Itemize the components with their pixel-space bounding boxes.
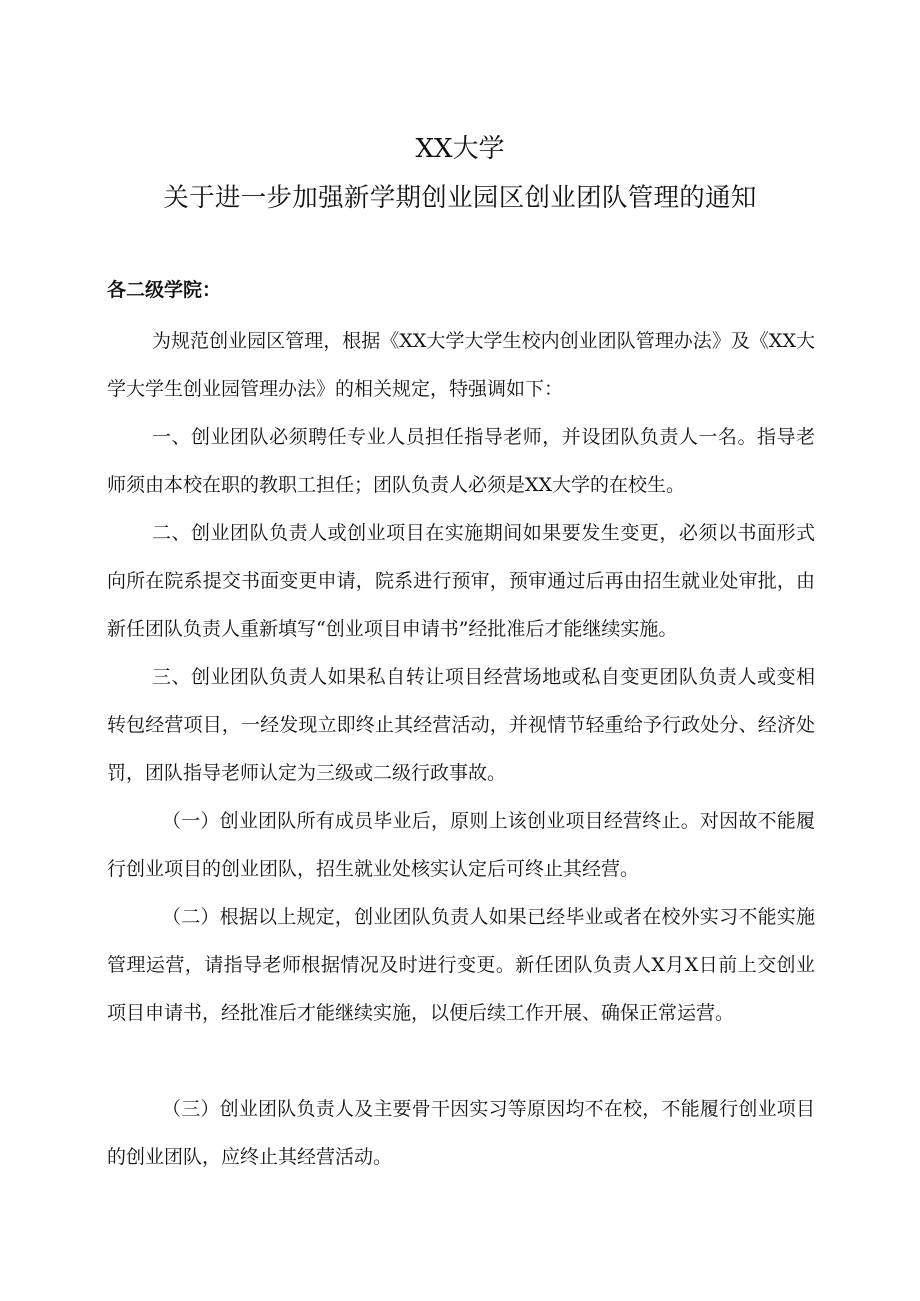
paragraph-subitem-3: （三）创业团队负责人及主要骨干因实习等原因均不在校，不能履行创业项目的创业团队，应终止其经营活动。 [107, 1098, 815, 1168]
document-title-university: XX大学 [415, 134, 505, 164]
paragraph-item-2: 二、创业团队负责人或创业项目在实施期间如果要发生变更，必须以书面形式向所在院系提交书面变更申请，院系进行预审，预审通过后再由招生就业处审批，由新任团队负责人重新填写“创业项目申请书”经批准后才能继续实施。 [107, 522, 815, 640]
document-title-notice: 关于进一步加强新学期创业园区创业团队管理的通知 [163, 183, 757, 213]
paragraph-subitem-2: （二）根据以上规定，创业团队负责人如果已经毕业或者在校外实习不能实施管理运营，请指导老师根据情况及时进行变更。新任团队负责人X月X日前上交创业项目申请书，经批准后才能继续实施，以便后续工作开展、确保正常运营。 [107, 906, 815, 1024]
paragraph-subitem-1: （一）创业团队所有成员毕业后，原则上该创业项目经营终止。对因故不能履行创业项目的创业团队，招生就业处核实认定后可终止其经营。 [107, 810, 815, 880]
paragraph-item-3: 三、创业团队负责人如果私自转让项目经营场地或私自变更团队负责人或变相转包经营项目，一经发现立即终止其经营活动，并视情节轻重给予行政处分、经济处罚，团队指导老师认定为三级或二级行政事故。 [107, 666, 815, 784]
salutation: 各二级学院： [107, 279, 222, 301]
paragraph-item-1: 一、创业团队必须聘任专业人员担任指导老师，并设团队负责人一名。指导老师须由本校在职的教职工担任；团队负责人必须是XX大学的在校生。 [107, 426, 815, 496]
paragraph-intro: 为规范创业园区管理，根据《XX大学大学生校内创业团队管理办法》及《XX大学大学生创业园管理办法》的相关规定，特强调如下： [107, 330, 815, 400]
